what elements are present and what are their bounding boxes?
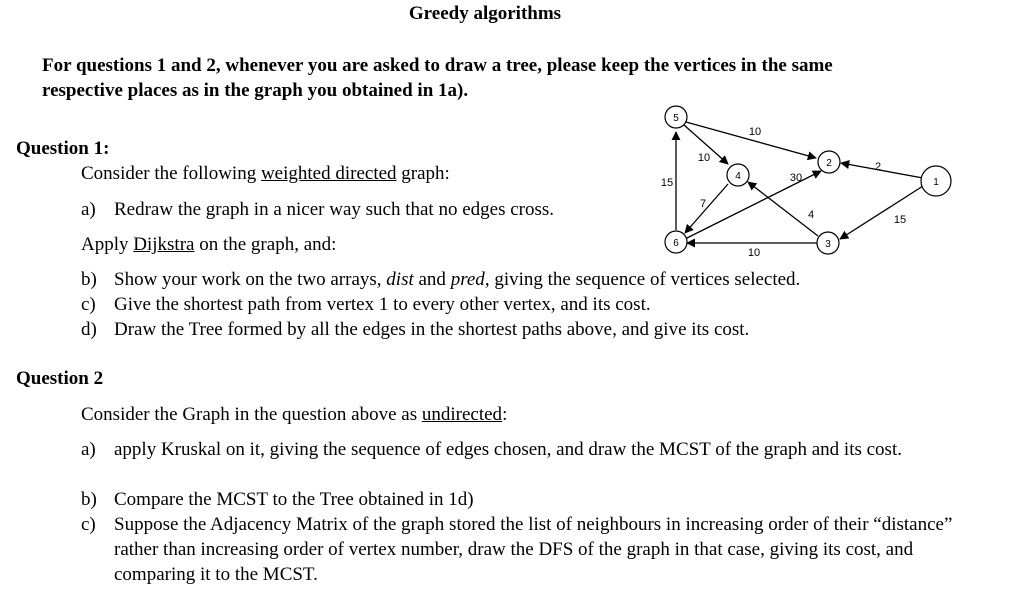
weighted-directed-graph — [640, 100, 970, 260]
q1-apply-text: Apply — [81, 234, 134, 255]
q2-intro-text-end: : — [502, 404, 508, 425]
weight-1-3: 15 — [893, 214, 907, 226]
weight-5-2: 10 — [748, 126, 762, 138]
q1-item-d — [81, 317, 749, 342]
vertex-3-label: 3 — [825, 239, 831, 250]
q2-a-letter: a) — [81, 439, 96, 460]
q2-intro-undirected: undirected — [421, 404, 503, 425]
q1-a-letter: a) — [81, 199, 96, 220]
q2-b-letter: b) — [81, 489, 97, 510]
edge-1-3 — [840, 186, 923, 239]
vertex-3 — [817, 232, 839, 254]
q1-b-letter: b) — [81, 269, 97, 290]
vertex-6-label: 6 — [673, 238, 679, 249]
q1-b-text-3: , giving the sequence of vertices selected. — [484, 269, 801, 290]
q1-b-text-1: Show your work on the two arrays, — [114, 269, 387, 290]
weight-3-6: 10 — [747, 247, 761, 259]
q1-b-pred: pred — [450, 269, 485, 290]
q1-intro-text-end: graph: — [396, 163, 450, 184]
q2-intro — [81, 402, 507, 427]
q1-b-text-2: and — [413, 269, 451, 290]
q1-apply-dijkstra: Dijkstra — [133, 234, 195, 255]
instructions — [42, 53, 833, 103]
q2-item-a — [81, 437, 984, 462]
weight-6-2: 30 — [789, 172, 803, 184]
instructions-line-1: For questions 1 and 2, whenever you are asked to draw a tree, please keep the vertices in the same — [42, 55, 833, 76]
weight-1-2: 2 — [874, 161, 882, 173]
q2-b-text: Compare the MCST to the Tree obtained in 1d) — [114, 489, 474, 510]
q1-d-text: Draw the Tree formed by all the edges in the shortest paths above, and give its cost. — [114, 319, 750, 340]
edge-1-2 — [841, 163, 923, 178]
q1-item-c — [81, 292, 651, 317]
vertex-5 — [665, 106, 687, 128]
vertex-2-label: 2 — [826, 158, 832, 169]
q2-intro-text: Consider the Graph in the question above as — [81, 404, 422, 425]
q1-apply-text-end: on the graph, and: — [194, 234, 337, 255]
vertex-1 — [921, 166, 951, 196]
vertex-1-label: 1 — [933, 177, 939, 188]
question-2-heading: Question 2 — [16, 368, 104, 389]
q2-item-b — [81, 487, 474, 512]
q2-c-text: Suppose the Adjacency Matrix of the graph stored the list of neighbours in increasing order of their “distance” rather than increasing order of vertex number, draw the DFS of the graph in that case, giving its cost, and comparing it to the MCST. — [114, 514, 953, 585]
q1-item-b — [81, 267, 800, 292]
q1-item-a — [81, 197, 554, 222]
q1-c-letter: c) — [81, 294, 96, 315]
vertex-5-label: 5 — [673, 113, 679, 124]
weight-5-4: 10 — [697, 152, 711, 164]
q2-item-c — [81, 512, 989, 587]
q1-apply — [81, 232, 336, 257]
q1-c-text: Give the shortest path from vertex 1 to every other vertex, and its cost. — [114, 294, 651, 315]
q1-intro-underlined: weighted directed — [260, 163, 397, 184]
q2-a-text: apply Kruskal on it, giving the sequence of edges chosen, and draw the MCST of the graph and its cost. — [114, 439, 902, 460]
instructions-line-2: respective places as in the graph you obtained in 1a). — [42, 80, 469, 101]
q1-intro — [81, 161, 450, 186]
vertex-4-label: 4 — [735, 171, 741, 182]
page-title: Greedy algorithms — [408, 3, 562, 24]
q1-a-text: Redraw the graph in a nicer way such that no edges cross. — [114, 199, 555, 220]
weight-4-6: 7 — [699, 198, 707, 210]
q1-intro-text: Consider the following — [81, 163, 261, 184]
vertex-4 — [727, 164, 749, 186]
vertex-6 — [665, 231, 687, 253]
weight-3-4: 4 — [807, 209, 815, 221]
edge-4-6 — [685, 184, 728, 233]
vertex-2 — [818, 151, 840, 173]
weight-5-6: 15 — [660, 177, 674, 189]
question-1-heading: Question 1: — [16, 138, 110, 159]
q2-c-letter: c) — [81, 514, 96, 535]
q1-b-dist: dist — [386, 269, 414, 290]
q1-d-letter: d) — [81, 319, 97, 340]
